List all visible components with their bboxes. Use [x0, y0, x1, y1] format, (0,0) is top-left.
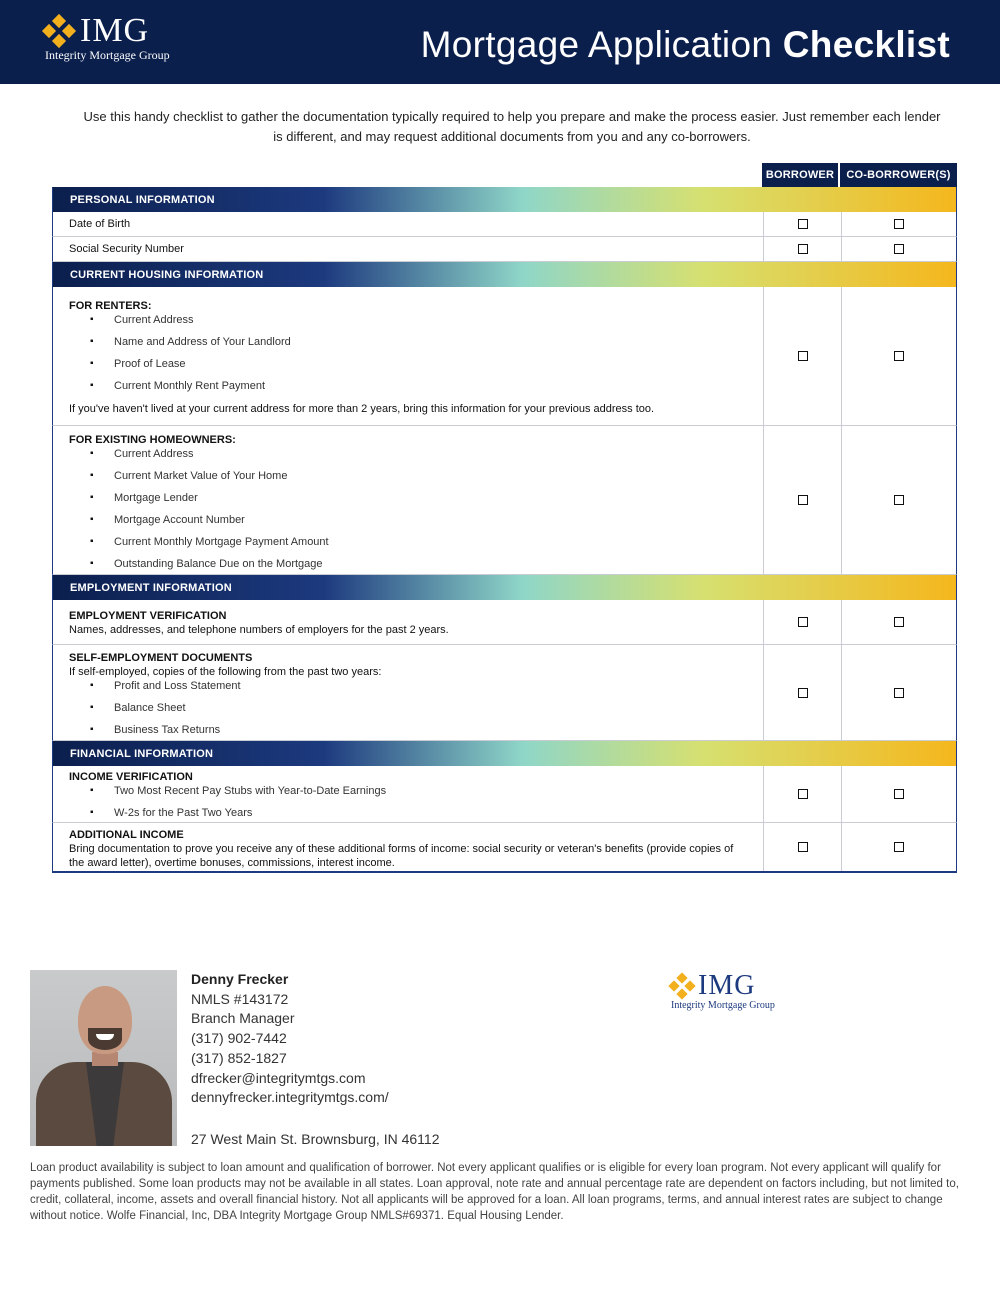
page-title	[421, 24, 950, 66]
list-item: ▪ Current Monthly Mortgage Payment Amount	[69, 535, 747, 549]
logo-subtitle: Integrity Mortgage Group	[45, 48, 170, 62]
list-item: ▪ Mortgage Lender	[69, 491, 747, 505]
employment-verification-heading: EMPLOYMENT VERIFICATION	[69, 610, 227, 622]
coborrower-checkbox[interactable]	[894, 244, 904, 254]
table-row	[52, 426, 957, 575]
contact-email[interactable]: dfrecker@integritymtgs.com	[191, 1069, 366, 1086]
section-current-housing-information: CURRENT HOUSING INFORMATION	[52, 262, 957, 287]
header-banner	[0, 0, 1000, 84]
borrower-checkbox[interactable]	[798, 842, 808, 852]
coborrower-column-header: CO-BORROWER(S)	[840, 163, 957, 187]
table-row	[52, 600, 957, 645]
list-item: ▪ Outstanding Balance Due on the Mortgage	[69, 557, 747, 571]
employment-verification-text: Names, addresses, and telephone numbers of employers for the past 2 years.	[69, 624, 449, 636]
borrower-checkbox[interactable]	[798, 219, 808, 229]
list-item: ▪ Current Monthly Rent Payment	[69, 379, 747, 393]
additional-income-text: Bring documentation to prove you receive any of these additional forms of income: social security or veteran's benefits (provide copies of the award letter), overtime bonuses, commissions, interest income.	[69, 843, 734, 869]
table-row	[52, 237, 957, 262]
table-row	[52, 645, 957, 741]
contact-card	[191, 970, 389, 1108]
row-label: Date of Birth	[69, 218, 131, 230]
list-item: ▪ Current Address	[69, 447, 747, 461]
homeowners-heading: FOR EXISTING HOMEOWNERS:	[69, 434, 236, 446]
list-item: ▪ Proof of Lease	[69, 357, 747, 371]
coborrower-checkbox[interactable]	[894, 789, 904, 799]
renters-heading: FOR RENTERS:	[69, 300, 152, 312]
self-employment-text: If self-employed, copies of the following from the past two years:	[69, 666, 382, 678]
logo-text: IMG	[80, 12, 150, 49]
borrower-column-header: BORROWER	[762, 163, 838, 187]
borrower-checkbox[interactable]	[798, 789, 808, 799]
coborrower-checkbox[interactable]	[894, 351, 904, 361]
title-light: Mortgage Application	[420, 24, 783, 65]
table-row	[52, 766, 957, 823]
contact-phone-2[interactable]: (317) 852-1827	[191, 1049, 287, 1066]
contact-role: Branch Manager	[191, 1010, 295, 1027]
list-item: ▪ Business Tax Returns	[69, 723, 747, 737]
company-logo	[44, 14, 170, 63]
borrower-checkbox[interactable]	[798, 617, 808, 627]
coborrower-checkbox[interactable]	[894, 617, 904, 627]
borrower-checkbox[interactable]	[798, 244, 808, 254]
diamond-logo-icon	[670, 974, 694, 998]
borrower-checkbox[interactable]	[798, 688, 808, 698]
company-logo-footer	[670, 972, 775, 1011]
contact-name: Denny Frecker	[191, 971, 289, 987]
renters-note: If you've haven't lived at your current address for more than 2 years, bring this information for your previous address too.	[69, 403, 655, 415]
legal-disclaimer: Loan product availability is subject to loan amount and qualification of borrower. Not every applicant qualifies or is eligible for every loan program. Not every applicant will qualify for payments published. Some loan products may not be available in all states. Loan approval, note rate and annual percentage rate are dependent on factors including, but not limited to, credit, collateral, income, assets and overall financial history. Not all applicants will be approved for a loan. All loan programs, terms, and annual interest rates are subject to change without notice. Wolfe Financial, Inc, DBA Integrity Mortgage Group NMLS#69371. Equal Housing Lender.	[30, 1162, 959, 1222]
list-item: ▪ Balance Sheet	[69, 701, 747, 715]
profile-photo	[30, 970, 177, 1146]
coborrower-checkbox[interactable]	[894, 688, 904, 698]
coborrower-checkbox[interactable]	[894, 495, 904, 505]
additional-income-heading: ADDITIONAL INCOME	[69, 829, 184, 841]
logo-subtitle: Integrity Mortgage Group	[671, 1000, 775, 1011]
contact-address: 27 West Main St. Brownsburg, IN 46112	[191, 1131, 440, 1147]
borrower-checkbox[interactable]	[798, 351, 808, 361]
self-employment-heading: SELF-EMPLOYMENT DOCUMENTS	[69, 652, 253, 664]
list-item: ▪ Current Market Value of Your Home	[69, 469, 747, 483]
logo-text: IMG	[698, 970, 756, 1001]
table-row	[52, 823, 957, 873]
contact-nmls: NMLS #143172	[191, 990, 289, 1007]
coborrower-checkbox[interactable]	[894, 842, 904, 852]
list-item: ▪ Profit and Loss Statement	[69, 679, 747, 693]
section-employment-information: EMPLOYMENT INFORMATION	[52, 575, 957, 600]
table-row	[52, 287, 957, 426]
checklist-table	[52, 163, 957, 873]
list-item: ▪ W-2s for the Past Two Years	[69, 806, 747, 820]
table-row	[52, 212, 957, 237]
title-bold: Checklist	[782, 24, 950, 65]
contact-website[interactable]: dennyfrecker.integritymtgs.com/	[191, 1089, 389, 1106]
contact-phone-1[interactable]: (317) 902-7442	[191, 1030, 287, 1047]
income-verification-heading: INCOME VERIFICATION	[69, 771, 193, 783]
section-personal-information: PERSONAL INFORMATION	[52, 187, 957, 212]
section-financial-information: FINANCIAL INFORMATION	[52, 741, 957, 766]
borrower-checkbox[interactable]	[798, 495, 808, 505]
diamond-logo-icon	[44, 16, 74, 46]
list-item: ▪ Current Address	[69, 313, 747, 327]
list-item: ▪ Name and Address of Your Landlord	[69, 335, 747, 349]
intro-text: Use this handy checklist to gather the documentation typically required to help you prepare and make the process easier. Just remember each lender is different, and may request additional documents from you and any co-borrowers.	[83, 109, 941, 144]
list-item: ▪ Two Most Recent Pay Stubs with Year-to-Date Earnings	[69, 784, 747, 798]
row-label: Social Security Number	[69, 243, 184, 255]
list-item: ▪ Mortgage Account Number	[69, 513, 747, 527]
coborrower-checkbox[interactable]	[894, 219, 904, 229]
